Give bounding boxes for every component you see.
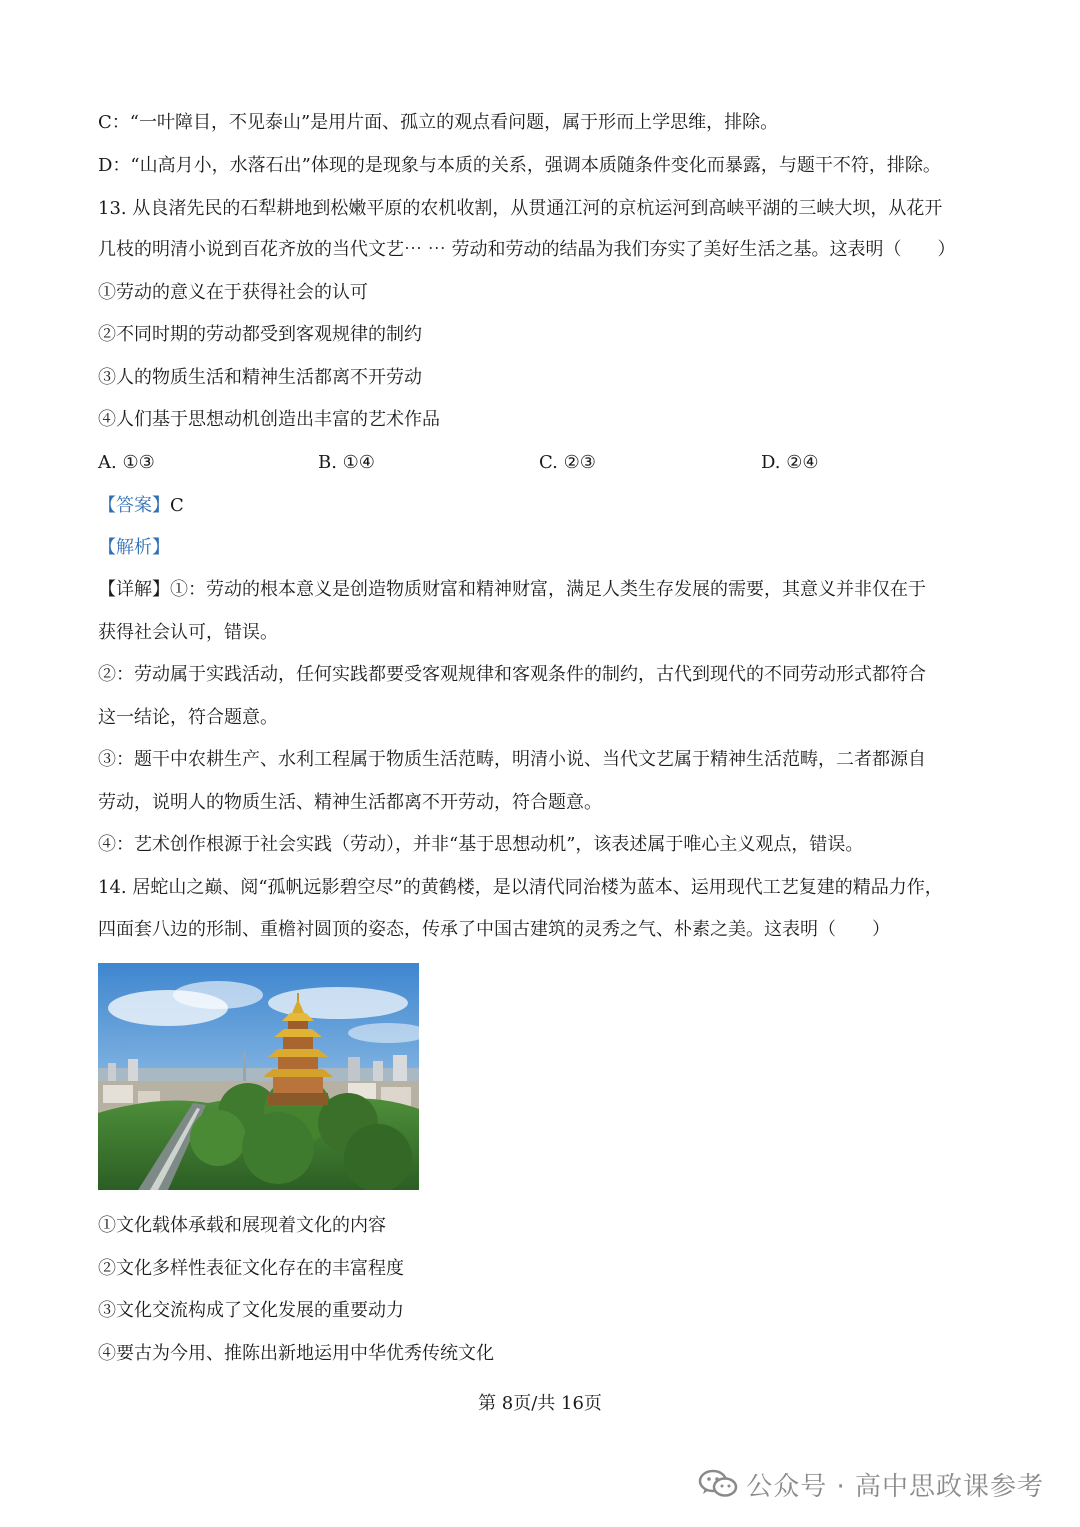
analysis-row xyxy=(98,536,998,560)
answer-row xyxy=(98,494,998,518)
answer-value: C xyxy=(170,495,184,516)
question-13-statement-4: ④人们基于思想动机创造出丰富的艺术作品 xyxy=(98,409,440,430)
question-13-option-d: D. ②④ xyxy=(761,452,819,473)
page-number-footer: 第 8页/共 16页 xyxy=(478,1393,602,1414)
detail-1-line1: 【详解】①：劳动的根本意义是创造物质财富和精神财富，满足人类生存发展的需要，其意义并非仅在于 xyxy=(98,579,926,600)
question-14-statement-4: ④要古为今用、推陈出新地运用中华优秀传统文化 xyxy=(98,1343,494,1364)
question-14-statement-3: ③文化交流构成了文化发展的重要动力 xyxy=(98,1300,404,1321)
question-14-stem-line1: 14. 居蛇山之巅、阅“孤帆远影碧空尽”的黄鹤楼，是以清代同治楼为蓝本、运用现代工艺复建的精品力作， xyxy=(98,877,943,898)
question-13-statement-2: ②不同时期的劳动都受到客观规律的制约 xyxy=(98,324,422,345)
option-c-analysis: C：“一叶障目，不见泰山”是用片面、孤立的观点看问题，属于形而上学思维，排除。 xyxy=(98,112,779,133)
yellow-crane-tower-photo xyxy=(98,963,419,1190)
detail-1-line2: 获得社会认可，错误。 xyxy=(98,622,278,643)
question-13-stem-line1: 13. 从良渚先民的石犁耕地到松嫩平原的农机收割，从贯通江河的京杭运河到高峡平湖的三峡大坝，从花开 xyxy=(98,198,943,219)
detail-2-line1: ②：劳动属于实践活动，任何实践都要受客观规律和客观条件的制约，古代到现代的不同劳动形式都符合 xyxy=(98,664,926,685)
detail-3-line1: ③：题干中农耕生产、水利工程属于物质生活范畴，明清小说、当代文艺属于精神生活范畴，二者都源自 xyxy=(98,749,926,770)
detail-2-line2: 这一结论，符合题意。 xyxy=(98,707,278,728)
question-13-stem-line2: 几枝的明清小说到百花齐放的当代文艺⋯ ⋯ 劳动和劳动的结晶为我们夯实了美好生活之基。这表明（ ） xyxy=(98,239,956,260)
question-14-statement-2: ②文化多样性表征文化存在的丰富程度 xyxy=(98,1258,404,1279)
wechat-icon xyxy=(698,1469,738,1499)
detail-4: ④：艺术创作根源于社会实践（劳动），并非“基于思想动机”，该表述属于唯心主义观点，错误。 xyxy=(98,834,864,855)
question-13-option-b: B. ①④ xyxy=(318,452,375,473)
analysis-label: 【解析】 xyxy=(98,537,170,558)
question-14-stem-line2: 四面套八边的形制、重檐衬圆顶的姿态，传承了中国古建筑的灵秀之气、朴素之美。这表明（ ） xyxy=(98,919,890,940)
wechat-watermark xyxy=(698,1466,1044,1502)
question-13-option-c: C. ②③ xyxy=(539,452,596,473)
question-13-statement-3: ③人的物质生活和精神生活都离不开劳动 xyxy=(98,367,422,388)
question-13-option-a: A. ①③ xyxy=(98,452,155,473)
question-14-statement-1: ①文化载体承载和展现着文化的内容 xyxy=(98,1215,386,1236)
detail-3-line2: 劳动，说明人的物质生活、精神生活都离不开劳动，符合题意。 xyxy=(98,792,602,813)
answer-label: 【答案】 xyxy=(98,495,170,516)
watermark-text: 公众号 · 高中思政课参考 xyxy=(746,1471,1044,1502)
question-13-statement-1: ①劳动的意义在于获得社会的认可 xyxy=(98,282,368,303)
option-d-analysis: D：“山高月小，水落石出”体现的是现象与本质的关系，强调本质随条件变化而暴露，与题干不符，排除。 xyxy=(98,155,941,176)
